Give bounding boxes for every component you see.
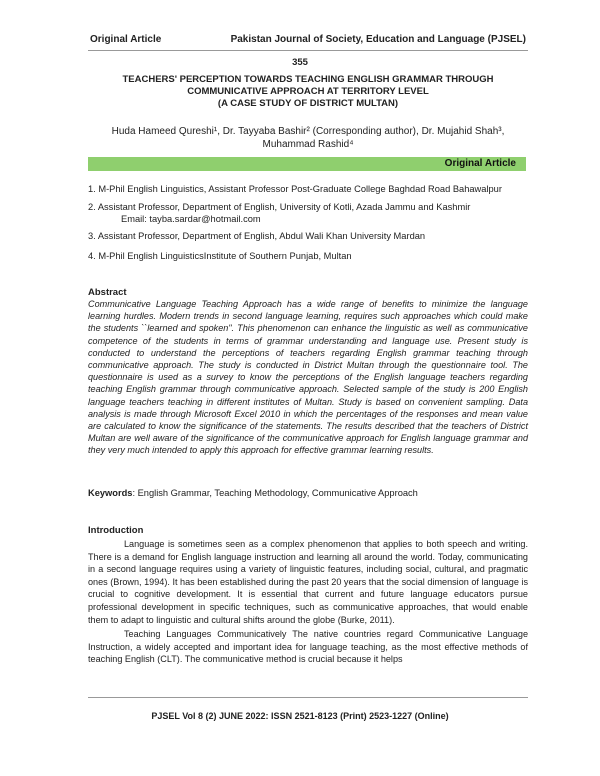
page-number: 355: [292, 57, 308, 68]
author-list: [88, 125, 528, 151]
introduction-heading: Introduction: [88, 525, 144, 536]
keywords-label: Keywords: [88, 488, 133, 498]
header-article-type: Original Article: [90, 34, 162, 45]
footer-divider: [88, 697, 528, 698]
introduction-body: [88, 538, 528, 668]
keywords-text: : English Grammar, Teaching Methodology, Communicative Approach: [132, 488, 418, 498]
header-journal-name: Pakistan Journal of Society, Education and Language (PJSEL): [230, 34, 526, 45]
paper-title: [88, 74, 528, 110]
affiliation-1: 1. M-Phil English Linguistics, Assistant Professor Post-Graduate College Baghdad Road Bahawalpur: [88, 184, 502, 194]
affiliation-2-text: 2. Assistant Professor, Department of English, University of Kotli, Azada Jammu and Kashmir: [88, 202, 471, 212]
authors-line: Muhammad Rashid⁴: [262, 139, 354, 150]
affiliation-3: 3. Assistant Professor, Department of English, Abdul Wali Khan University Mardan: [88, 231, 426, 241]
header-divider: [88, 50, 528, 51]
title-line: (A CASE STUDY OF DISTRICT MULTAN): [217, 98, 399, 109]
running-header: [90, 34, 526, 45]
affiliation-4: 4. M-Phil English LinguisticsInstitute of Southern Punjab, Multan: [88, 251, 352, 261]
running-footer: PJSEL Vol 8 (2) JUNE 2022: ISSN 2521-8123 (Print) 2523-1227 (Online): [151, 711, 449, 721]
article-type-banner: Original Article: [88, 157, 526, 171]
abstract-heading: Abstract: [88, 287, 127, 298]
abstract-text: Communicative Language Teaching Approach has a wide range of benefits to minimize the language learning hurdles. Modern trends in second language learning, requires such approaches which could make the students ``learned and spoken". This phenomenon can enhance the linguistic as well as communicative competence of the students in terms of grammar understanding and language use. Present study is conducted to understand the perceptions of teachers regarding English grammar teaching through communicative approach. The study is conducted in District Multan through the questionnaire tool. The questionnaire is used as a survey to know the perceptions of the English language teachers regarding teaching English grammar through communicative approach. Selected sample of the study is 200 English language teachers teaching in different institutes of Multan. Study is based on convenient sampling. Data analysis is made through Microsoft Excel 2010 in which the percentages of the responses and mean value are calculated to know the significance of the statements. The results described that the teachers of District Multan are well aware of the significance of the communicative approach for English language grammar and they very much intended to apply this approach for effective grammar learning results.: [88, 299, 528, 456]
corresponding-email: Email: tayba.sardar@hotmail.com: [121, 214, 261, 224]
keywords: [88, 488, 528, 498]
affiliation-2: [88, 201, 538, 225]
paragraph: Language is sometimes seen as a complex phenomenon that applies to both speech and writing. There is a demand for English language instruction and learning all around the world. Today, communicating in a second language requires using a variety of linguistic features, including social, cultural, and pragmatic ones (Brown, 1994). It has been established during the past 20 years that the social dimension of language is crucial to cognitive development. It is essential that current and future language educators pursue professional development in specific techniques, such as communicative approaches, that would enable them to adapt to linguistic and cultural shifts around the globe (Burke, 2011).: [88, 539, 528, 625]
paragraph: Teaching Languages Communicatively The native countries regard Communicative Language Instruction, a widely accepted and important idea for language teaching, as the most effective methods of teaching English (CLT). The communicative method is crucial because it helps: [88, 629, 528, 665]
authors-line: Huda Hameed Qureshi¹, Dr. Tayyaba Bashir² (Corresponding author), Dr. Mujahid Shah³,: [111, 126, 505, 137]
title-line: TEACHERS' PERCEPTION TOWARDS TEACHING ENGLISH GRAMMAR THROUGH: [122, 74, 494, 85]
title-line: COMMUNICATIVE APPROACH AT TERRITORY LEVEL: [187, 86, 429, 97]
